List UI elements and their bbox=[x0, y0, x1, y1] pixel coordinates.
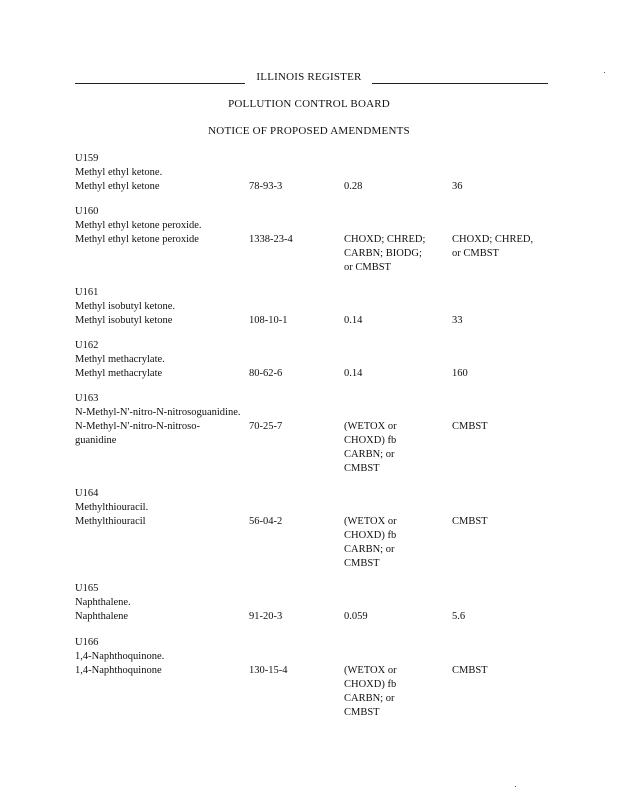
nonwastewater-standard: CMBST bbox=[452, 665, 488, 676]
waste-code: U163 bbox=[75, 393, 99, 404]
wastewater-standard: CMBST bbox=[344, 463, 380, 474]
constituent-name: guanidine bbox=[75, 435, 117, 446]
waste-code: U165 bbox=[75, 583, 99, 594]
nonwastewater-standard: CMBST bbox=[452, 516, 488, 527]
constituent-name: N-Methyl-N'-nitro-N-nitroso- bbox=[75, 421, 200, 432]
waste-name: Methyl ethyl ketone. bbox=[75, 167, 163, 178]
nonwastewater-standard: CHOXD; CHRED, bbox=[452, 234, 534, 245]
notice-title: NOTICE OF PROPOSED AMENDMENTS bbox=[208, 125, 410, 137]
wastewater-standard: CMBST bbox=[344, 558, 380, 569]
wastewater-standard: CHOXD) fb bbox=[344, 679, 397, 690]
cas-number: 70-25-7 bbox=[249, 421, 283, 432]
nonwastewater-standard: CMBST bbox=[452, 421, 488, 432]
nonwastewater-standard: 5.6 bbox=[452, 611, 466, 622]
waste-code: U162 bbox=[75, 340, 99, 351]
wastewater-standard: (WETOX or bbox=[344, 665, 397, 676]
constituent-name: Methyl ethyl ketone peroxide bbox=[75, 234, 199, 245]
cas-number: 91-20-3 bbox=[249, 611, 283, 622]
constituent-name: Naphthalene bbox=[75, 611, 129, 622]
waste-name: Methyl methacrylate. bbox=[75, 354, 165, 365]
waste-name: Methylthiouracil. bbox=[75, 502, 149, 513]
wastewater-standard: CHOXD) fb bbox=[344, 435, 397, 446]
wastewater-standard: CARBN; or bbox=[344, 544, 395, 555]
wastewater-standard: or CMBST bbox=[344, 262, 391, 273]
constituent-name: Methyl ethyl ketone bbox=[75, 181, 160, 192]
wastewater-standard: CARBN; BIODG; bbox=[344, 248, 422, 259]
wastewater-standard: CARBN; or bbox=[344, 693, 395, 704]
constituent-name: 1,4-Naphthoquinone bbox=[75, 665, 162, 676]
wastewater-standard: CHOXD; CHRED; bbox=[344, 234, 426, 245]
waste-name: Methyl isobutyl ketone. bbox=[75, 301, 176, 312]
wastewater-standard: (WETOX or bbox=[344, 421, 397, 432]
waste-name: 1,4-Naphthoquinone. bbox=[75, 651, 165, 662]
scan-speck bbox=[515, 786, 516, 787]
nonwastewater-standard: 160 bbox=[452, 368, 468, 379]
register-title: ILLINOIS REGISTER bbox=[256, 71, 362, 83]
waste-code: U164 bbox=[75, 488, 99, 499]
cas-number: 80-62-6 bbox=[249, 368, 283, 379]
scan-speck bbox=[604, 72, 605, 73]
cas-number: 56-04-2 bbox=[249, 516, 283, 527]
cas-number: 130-15-4 bbox=[249, 665, 288, 676]
waste-name: Methyl ethyl ketone peroxide. bbox=[75, 220, 202, 231]
waste-name: Naphthalene. bbox=[75, 597, 131, 608]
wastewater-standard: 0.28 bbox=[344, 181, 363, 192]
wastewater-standard: 0.14 bbox=[344, 315, 363, 326]
nonwastewater-standard: 36 bbox=[452, 181, 463, 192]
nonwastewater-standard: or CMBST bbox=[452, 248, 499, 259]
wastewater-standard: 0.059 bbox=[344, 611, 368, 622]
wastewater-standard: CARBN; or bbox=[344, 449, 395, 460]
waste-code: U159 bbox=[75, 153, 99, 164]
nonwastewater-standard: 33 bbox=[452, 315, 463, 326]
cas-number: 1338-23-4 bbox=[249, 234, 293, 245]
waste-code: U160 bbox=[75, 206, 99, 217]
wastewater-standard: CHOXD) fb bbox=[344, 530, 397, 541]
cas-number: 78-93-3 bbox=[249, 181, 283, 192]
waste-code: U166 bbox=[75, 637, 99, 648]
cas-number: 108-10-1 bbox=[249, 315, 288, 326]
waste-name: N-Methyl-N'-nitro-N-nitrosoguanidine. bbox=[75, 407, 241, 418]
constituent-name: Methyl isobutyl ketone bbox=[75, 315, 173, 326]
waste-code: U161 bbox=[75, 287, 99, 298]
wastewater-standard: CMBST bbox=[344, 707, 380, 718]
wastewater-standard: 0.14 bbox=[344, 368, 363, 379]
header-rule-right bbox=[372, 83, 548, 84]
header-rule-left bbox=[75, 83, 245, 84]
board-title: POLLUTION CONTROL BOARD bbox=[228, 98, 390, 110]
wastewater-standard: (WETOX or bbox=[344, 516, 397, 527]
constituent-name: Methylthiouracil bbox=[75, 516, 146, 527]
constituent-name: Methyl methacrylate bbox=[75, 368, 163, 379]
